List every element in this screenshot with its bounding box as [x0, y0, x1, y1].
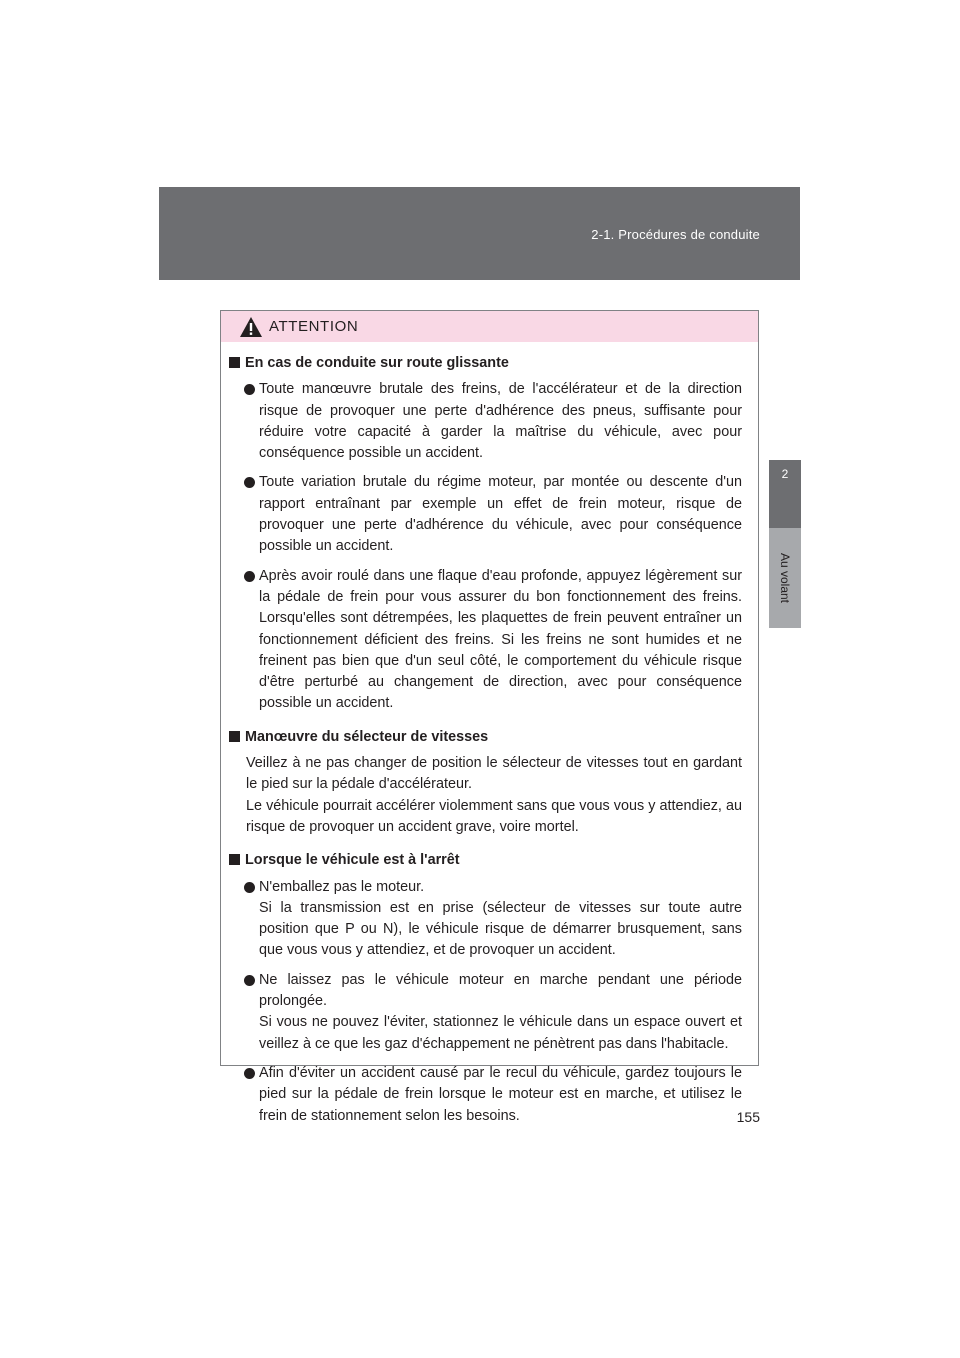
- warning-triangle-icon: [239, 316, 263, 338]
- section-heading: Lorsque le véhicule est à l'arrêt: [229, 850, 742, 871]
- round-bullet-icon: [244, 571, 255, 582]
- bullet-item: [229, 877, 742, 962]
- bullet-item: [229, 566, 742, 715]
- round-bullet-icon: [244, 882, 255, 893]
- paragraph: [229, 753, 742, 838]
- section-title: 2-1. Procédures de conduite: [591, 227, 760, 242]
- round-bullet-icon: [244, 1068, 255, 1079]
- caution-body: [221, 342, 758, 1127]
- page-number: 155: [736, 1109, 760, 1125]
- square-bullet-icon: [229, 731, 240, 742]
- caution-header: [221, 311, 758, 342]
- bullet-text: Toute manœuvre brutale des freins, de l'accélérateur et de la direction risque de provoquer une perte d'adhérence des pneus, suffisante pour réduire votre capacité à garder la maîtrise du véhicule, avec pour conséquence possible un accident.: [259, 381, 742, 462]
- round-bullet-icon: [244, 477, 255, 488]
- chapter-tab-label: [769, 528, 801, 628]
- section-header-band: [159, 187, 800, 280]
- bullet-text: Si vous ne pouvez l'éviter, stationnez le véhicule dans un espace ouvert et veillez à ce que les gaz d'échappement ne pénètrent pas dans l'habitacle.: [259, 1014, 742, 1052]
- bullet-text: N'emballez pas le moteur.: [259, 878, 425, 895]
- bullet-text: Ne laissez pas le véhicule moteur en marche pendant une période prolongée.: [259, 971, 742, 1010]
- bullet-item: [229, 472, 742, 557]
- bullet-text: Après avoir roulé dans une flaque d'eau profonde, appuyez légèrement sur la pédale de frein pour vous assurer du bon fonctionnement des freins. Lorsqu'elles sont détrempées, les plaquettes de frein peuvent entraîner un fonctionnement déficient des freins. Si les freins ne sont humides et ne freinent pas bien que d'un seul côté, le comportement du véhicule risque d'être perturbé au changement de direction, avec pour conséquence possible un accident.: [259, 567, 742, 712]
- paragraph-text: Le véhicule pourrait accélérer violemment sans que vous vous y attendiez, au risque de provoquer un accident grave, voire mortel.: [246, 797, 742, 835]
- bullet-item: [229, 379, 742, 464]
- bullet-text: Toute variation brutale du régime moteur, par montée ou descente d'un rapport entraînant par exemple un effet de frein moteur, risque de provoquer une perte d'adhérence du véhicule, avec pour conséquence possible un accident.: [259, 474, 742, 555]
- section-heading: En cas de conduite sur route glissante: [229, 353, 742, 374]
- bullet-item: [229, 1063, 742, 1127]
- bullet-text: Afin d'éviter un accident causé par le recul du véhicule, gardez toujours le pied sur la pédale de frein lorsque le moteur est en marche, et utilisez le frein de stationnement selon les besoins.: [259, 1064, 742, 1124]
- section-heading: Manœuvre du sélecteur de vitesses: [229, 727, 742, 748]
- paragraph-text: Veillez à ne pas changer de position le sélecteur de vitesses tout en gardant le pied sur la pédale d'accélérateur.: [246, 755, 742, 793]
- round-bullet-icon: [244, 384, 255, 395]
- square-bullet-icon: [229, 357, 240, 368]
- chapter-number: 2: [781, 467, 789, 481]
- square-bullet-icon: [229, 854, 240, 865]
- chapter-tab-number: [769, 460, 801, 528]
- chapter-label: Au volant: [778, 552, 792, 604]
- caution-label: ATTENTION: [269, 318, 359, 335]
- round-bullet-icon: [244, 975, 255, 986]
- bullet-text: Si la transmission est en prise (sélecteur de vitesses sur toute autre position que P ou N), le véhicule risque de démarrer brusquement, sans que vous vous y attendiez, et de provoquer un accident.: [259, 899, 742, 959]
- bullet-item: [229, 970, 742, 1055]
